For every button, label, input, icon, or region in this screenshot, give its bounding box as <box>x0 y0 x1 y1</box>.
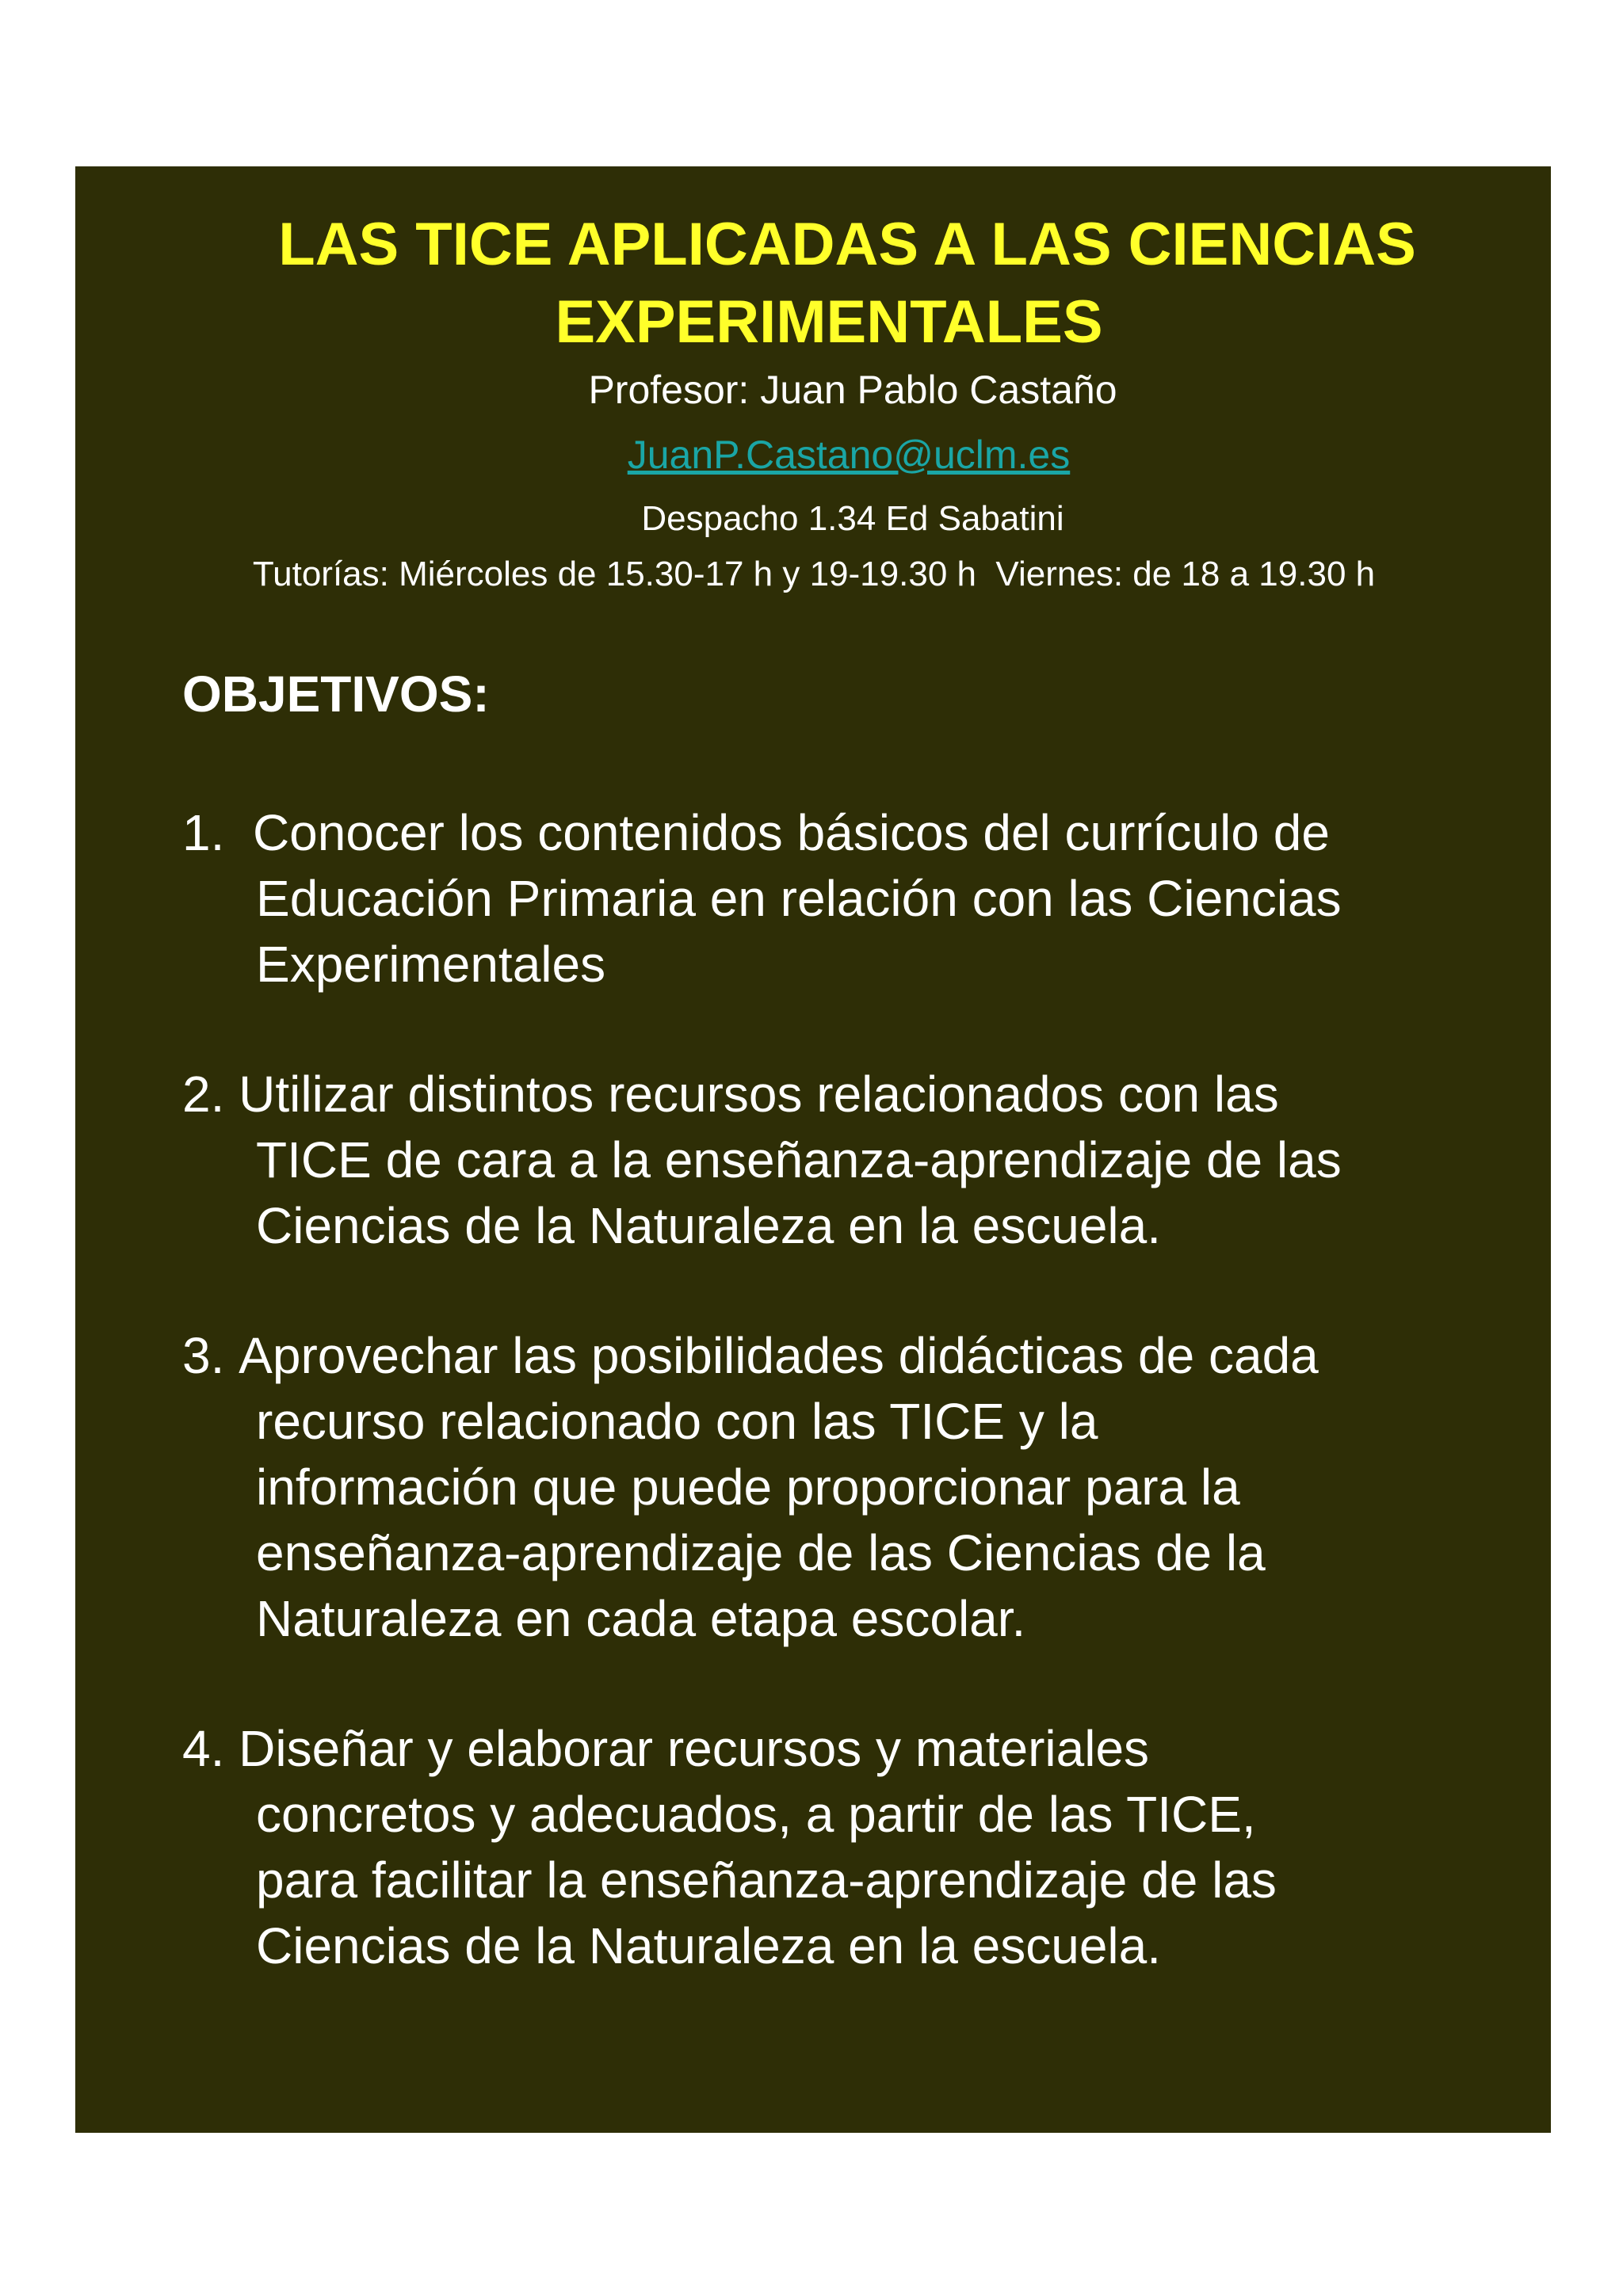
objective-2-line-1 <box>182 1062 1514 1127</box>
objective-1-line-1 <box>182 800 1514 866</box>
email-line <box>75 431 1551 479</box>
objective-2-line-3: Ciencias de la Naturaleza en la escuela. <box>256 1197 1161 1254</box>
title-line-1: LAS TICE APLICADAS A LAS CIENCIAS <box>278 211 1416 278</box>
objective-2-text-1: Utilizar distintos recursos relacionados con las <box>239 1066 1279 1123</box>
objective-3-line-3: información que puede proporcionar para la <box>256 1459 1240 1516</box>
objective-item-4 <box>182 1716 1514 1979</box>
objective-3-line-1 <box>182 1323 1514 1389</box>
objectives-heading: OBJETIVOS: <box>182 666 490 723</box>
objective-4-line-4: Ciencias de la Naturaleza en la escuela. <box>256 1917 1161 1974</box>
objective-4-text-1: Diseñar y elaborar recursos y materiales <box>239 1720 1150 1777</box>
document-title <box>75 206 1551 361</box>
objective-1-line-3: Experimentales <box>256 936 606 993</box>
objective-item-2 <box>182 1062 1514 1259</box>
objective-4-number: 4. <box>182 1720 239 1777</box>
title-line-2: EXPERIMENTALES <box>555 288 1103 356</box>
tutorials-schedule: Tutorías: Miércoles de 15.30-17 h y 19-19.30 h Viernes: de 18 a 19.30 h <box>252 555 1376 593</box>
objective-item-1 <box>182 800 1514 997</box>
objective-2-line-2: TICE de cara a la enseñanza-aprendizaje de las <box>256 1131 1342 1188</box>
professor-name: Profesor: Juan Pablo Castaño <box>588 368 1117 412</box>
objective-3-text-1: Aprovechar las posibilidades didácticas de cada <box>239 1327 1319 1384</box>
objective-3-line-4: enseñanza-aprendizaje de las Ciencias de la <box>256 1524 1266 1581</box>
objective-1-number: 1. <box>182 804 253 861</box>
objective-4-line-2: concretos y adecuados, a partir de las TICE, <box>256 1786 1256 1843</box>
objective-2-number: 2. <box>182 1066 239 1123</box>
objective-4-line-3: para facilitar la enseñanza-aprendizaje de las <box>256 1852 1277 1909</box>
tutorials-line <box>75 553 1551 596</box>
email-link[interactable]: JuanP.Castano@uclm.es <box>627 433 1071 477</box>
office-line <box>75 498 1551 540</box>
objective-4-line-1 <box>182 1716 1514 1782</box>
objective-item-3 <box>182 1323 1514 1652</box>
objective-3-number: 3. <box>182 1327 239 1384</box>
objective-3-line-5: Naturaleza en cada etapa escolar. <box>256 1590 1026 1647</box>
document-panel <box>75 166 1551 2133</box>
objective-3-line-2: recurso relacionado con las TICE y la <box>256 1393 1098 1450</box>
office-location: Despacho 1.34 Ed Sabatini <box>641 499 1064 538</box>
professor-line <box>75 366 1551 414</box>
objective-1-text-1: Conocer los contenidos básicos del currículo de <box>252 804 1330 861</box>
objective-1-line-2: Educación Primaria en relación con las Ciencias <box>256 870 1342 927</box>
